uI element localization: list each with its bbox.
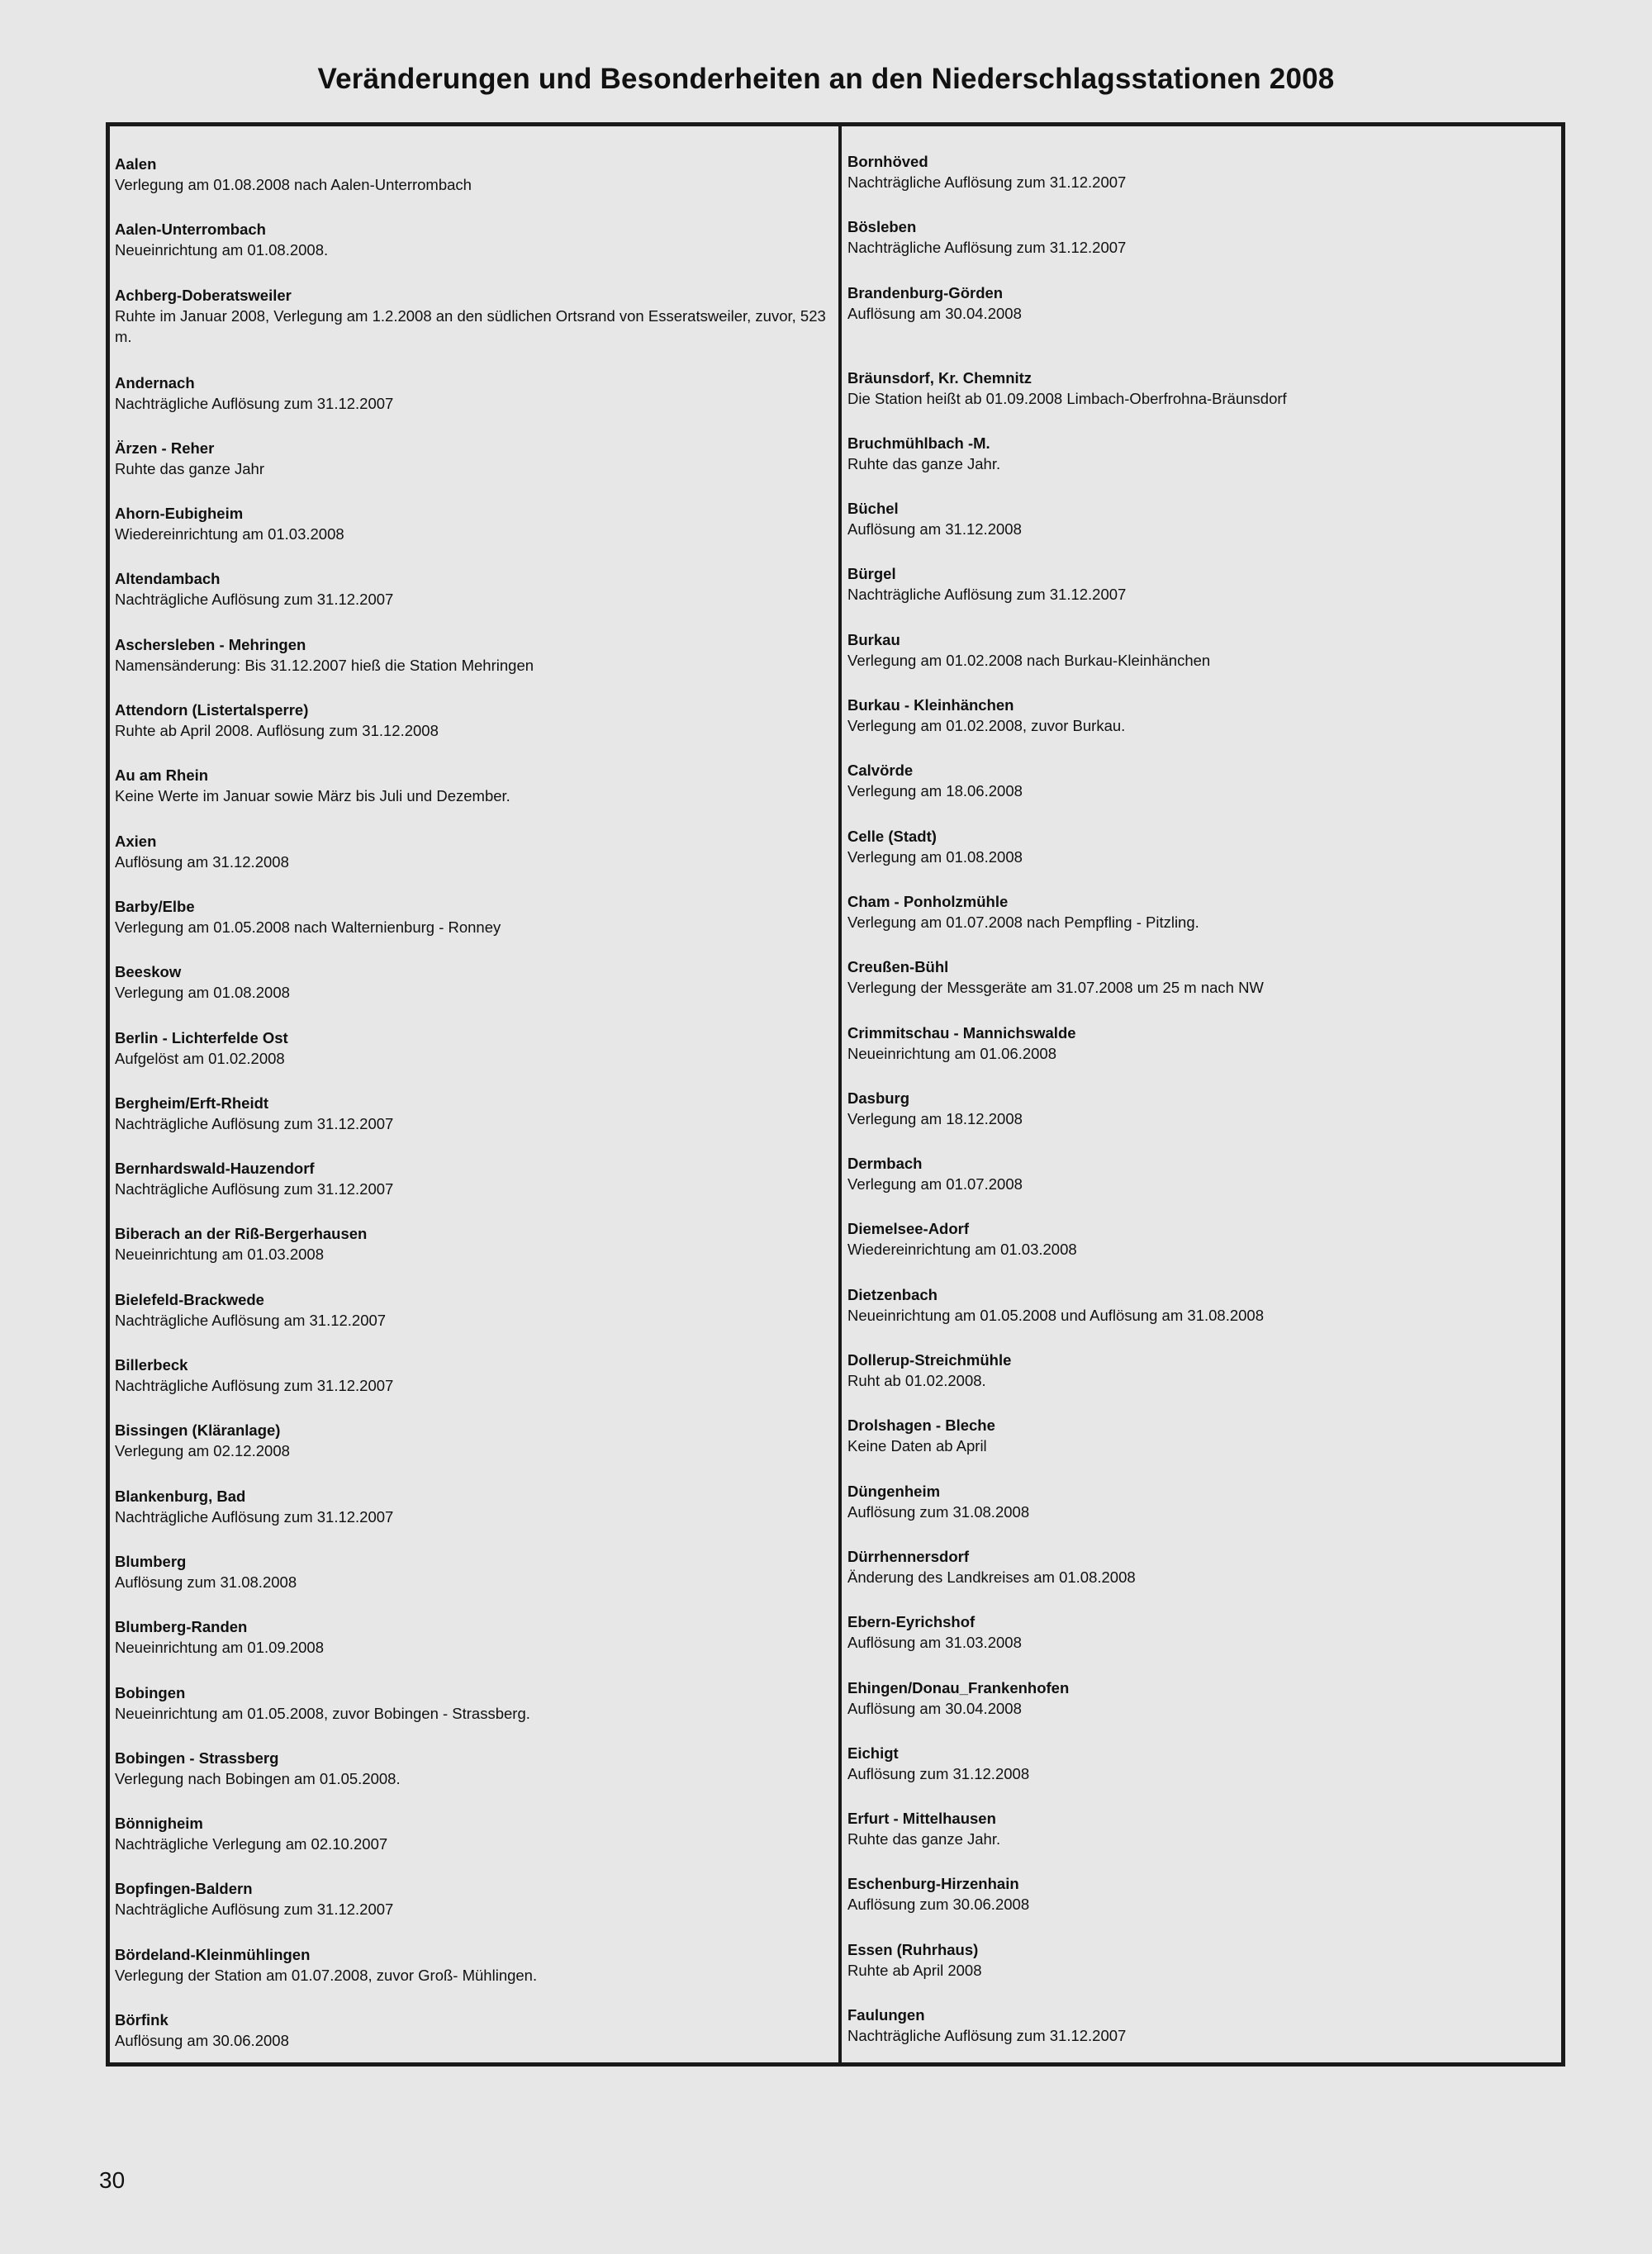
station-name: Eschenburg-Hirzenhain: [847, 1875, 1019, 1893]
station-change-note: Verlegung der Station am 01.07.2008, zuvor Groß- Mühlingen.: [115, 1966, 538, 1984]
station-change-note: Nachträgliche Auflösung zum 31.12.2007: [115, 394, 394, 412]
station-change-note: Auflösung am 31.03.2008: [847, 1634, 1022, 1652]
station-entry: [847, 1218, 1558, 1284]
station-change-note: Verlegung am 18.12.2008: [847, 1109, 1023, 1127]
station-change-note: Neueinrichtung am 01.08.2008.: [115, 241, 329, 259]
station-name: Aschersleben - Mehringen: [115, 635, 306, 653]
station-name: Attendorn (Listertalsperre): [115, 701, 309, 719]
station-name: Erfurt - Mittelhausen: [847, 1810, 996, 1828]
station-change-note: Nachträgliche Auflösung am 31.12.2007: [115, 1311, 387, 1329]
station-entry: [847, 1939, 1558, 2005]
station-change-note: Aufgelöst am 01.02.2008: [115, 1049, 285, 1067]
station-change-note: Verlegung am 01.02.2008 nach Burkau-Kleinhänchen: [847, 651, 1211, 669]
station-change-note: Neueinrichtung am 01.03.2008: [115, 1246, 325, 1264]
station-entry: [115, 634, 837, 700]
station-name: Biberach an der Riß-Bergerhausen: [115, 1225, 368, 1243]
station-change-note: Auflösung am 31.12.2008: [115, 852, 289, 871]
station-entry: [115, 568, 837, 633]
station-entry: [847, 151, 1558, 216]
station-name: Düngenheim: [847, 1482, 941, 1500]
station-entry: [847, 433, 1558, 498]
station-change-note: Verlegung am 01.02.2008, zuvor Burkau.: [847, 717, 1126, 735]
station-change-note: Namensänderung: Bis 31.12.2007 hieß die Station Mehringen: [115, 656, 534, 674]
station-name: Ärzen - Reher: [115, 439, 215, 457]
station-change-note: Nachträgliche Auflösung zum 31.12.2007: [847, 239, 1127, 257]
station-change-note: Änderung des Landkreises am 01.08.2008: [847, 1568, 1136, 1586]
station-entry: [847, 1743, 1558, 1808]
station-entry: [847, 1415, 1558, 1480]
station-change-note: Auflösung zum 31.08.2008: [847, 1502, 1030, 1521]
station-entry: [115, 219, 837, 284]
station-change-note: Nachträgliche Auflösung zum 31.12.2007: [115, 591, 394, 609]
station-change-note: Verlegung am 01.08.2008: [115, 984, 290, 1002]
right-column: [847, 126, 1558, 2087]
station-name: Faulungen: [847, 2006, 925, 2024]
station-name: Altendambach: [115, 570, 221, 588]
station-change-note: Verlegung am 01.07.2008 nach Pempfling - Pitzling.: [847, 913, 1199, 931]
station-entry: [115, 896, 837, 961]
station-entry: [847, 695, 1558, 760]
station-entry: [115, 831, 837, 896]
station-entry: [847, 1481, 1558, 1546]
station-change-note: Nachträgliche Auflösung zum 31.12.2007: [115, 1377, 394, 1395]
station-name: Ehingen/Donau_Frankenhofen: [847, 1678, 1070, 1696]
station-entry: [847, 1546, 1558, 1611]
station-name: Brandenburg-Görden: [847, 283, 1004, 301]
station-name: Celle (Stadt): [847, 827, 937, 845]
left-column: [115, 126, 837, 2090]
station-name: Büchel: [847, 500, 899, 518]
station-name: Dietzenbach: [847, 1285, 938, 1303]
station-name: Aalen-Unterrombach: [115, 221, 266, 239]
station-entry: [847, 1023, 1558, 1088]
page-number: 30: [99, 2167, 126, 2193]
station-change-note: Wiedereinrichtung am 01.03.2008: [115, 525, 344, 543]
station-entry: [115, 154, 837, 219]
station-change-note: Ruhte im Januar 2008, Verlegung am 1.2.2008 an den südlichen Ortsrand von Esseratsweiler, zuvor, 523 m.: [115, 306, 826, 345]
station-change-note: Auflösung am 30.04.2008: [847, 1699, 1022, 1717]
station-change-note: Auflösung zum 31.08.2008: [115, 1573, 297, 1591]
station-change-note: Ruhte das ganze Jahr.: [847, 454, 1001, 472]
station-name: Bönnigheim: [115, 1815, 203, 1833]
station-name: Crimmitschau - Mannichswalde: [847, 1023, 1076, 1042]
station-change-note: Ruhte das ganze Jahr.: [847, 1830, 1001, 1848]
station-entry: [115, 285, 837, 373]
station-change-note: Auflösung zum 30.06.2008: [847, 1896, 1030, 1914]
station-entry: [847, 1088, 1558, 1153]
station-entry: [847, 1350, 1558, 1415]
station-name: Achberg-Doberatsweiler: [115, 286, 292, 304]
column-divider: [838, 126, 842, 2062]
station-name: Billerbeck: [115, 1356, 188, 1374]
station-name: Calvörde: [847, 762, 914, 780]
station-entry: [847, 1611, 1558, 1677]
station-entry: [115, 700, 837, 765]
station-entry: [115, 1551, 837, 1616]
station-change-note: Verlegung am 01.05.2008 nach Walternienburg - Ronney: [115, 918, 501, 936]
station-name: Drolshagen - Bleche: [847, 1416, 995, 1435]
station-name: Blumberg-Randen: [115, 1618, 248, 1636]
station-entry: [115, 438, 837, 503]
station-name: Burkau - Kleinhänchen: [847, 696, 1014, 714]
station-name: Creußen-Bühl: [847, 958, 949, 976]
station-name: Aalen: [115, 155, 157, 173]
station-change-note: Nachträgliche Auflösung zum 31.12.2007: [115, 1114, 394, 1132]
station-entry: [115, 1813, 837, 1878]
station-entry: [115, 1223, 837, 1288]
station-entry: [847, 891, 1558, 956]
station-change-note: Neueinrichtung am 01.05.2008 und Auflösung am 31.08.2008: [847, 1306, 1264, 1324]
station-name: Börfink: [115, 2011, 169, 2029]
station-name: Ahorn-Eubigheim: [115, 505, 244, 523]
station-entry: [115, 1486, 837, 1551]
station-entry: [847, 498, 1558, 563]
station-change-note: Verlegung der Messgeräte am 31.07.2008 um 25 m nach NW: [847, 979, 1264, 997]
station-change-note: Auflösung am 30.04.2008: [847, 304, 1022, 322]
station-entry: [847, 1808, 1558, 1873]
station-change-note: Nachträgliche Auflösung zum 31.12.2007: [115, 1180, 394, 1198]
station-change-note: Nachträgliche Auflösung zum 31.12.2007: [115, 1900, 394, 1919]
station-change-note: Verlegung am 01.07.2008: [847, 1175, 1023, 1193]
station-change-note: Ruhte ab April 2008. Auflösung zum 31.12.2008: [115, 722, 439, 740]
station-entry: [115, 1093, 837, 1158]
station-entry: [115, 1355, 837, 1420]
station-change-note: Ruhte das ganze Jahr: [115, 459, 265, 477]
station-entry: [847, 826, 1558, 891]
station-name: Bernhardswald-Hauzendorf: [115, 1160, 315, 1178]
station-change-note: Nachträgliche Auflösung zum 31.12.2007: [847, 173, 1127, 191]
station-entry: [115, 1289, 837, 1355]
station-name: Dasburg: [847, 1089, 910, 1107]
station-change-note: Nachträgliche Verlegung am 02.10.2007: [115, 1835, 388, 1853]
station-change-note: Wiedereinrichtung am 01.03.2008: [847, 1241, 1077, 1259]
station-change-note: Nachträgliche Auflösung zum 31.12.2007: [115, 1507, 394, 1526]
station-change-note: Neueinrichtung am 01.05.2008, zuvor Bobingen - Strassberg.: [115, 1704, 530, 1722]
station-entry: [115, 1027, 837, 1093]
station-change-note: Auflösung am 30.06.2008: [115, 2032, 289, 2050]
station-name: Blankenburg, Bad: [115, 1487, 246, 1505]
station-name: Barby/Elbe: [115, 897, 195, 915]
station-name: Blumberg: [115, 1552, 187, 1570]
station-change-note: Verlegung am 01.08.2008 nach Aalen-Unterrombach: [115, 176, 472, 193]
station-change-note: Neueinrichtung am 01.09.2008: [115, 1639, 325, 1657]
station-entry: [115, 961, 837, 1027]
station-change-note: Ruhte ab April 2008: [847, 1961, 982, 1979]
station-change-note: Ruht ab 01.02.2008.: [847, 1372, 986, 1390]
station-entry: [115, 503, 837, 568]
station-name: Burkau: [847, 630, 900, 648]
station-entry: [847, 760, 1558, 825]
station-entry: [847, 1284, 1558, 1350]
station-name: Eichigt: [847, 1744, 899, 1762]
station-change-note: Keine Werte im Januar sowie März bis Juli und Dezember.: [115, 787, 510, 805]
station-entry: [115, 2010, 837, 2075]
station-entry: [847, 2005, 1558, 2070]
station-entry: [115, 1944, 837, 2010]
station-entry: [115, 765, 837, 830]
station-entry: [847, 563, 1558, 629]
station-entry: [847, 216, 1558, 282]
station-entry: [847, 629, 1558, 695]
station-name: Bördeland-Kleinmühlingen: [115, 1945, 311, 1963]
station-change-note: Verlegung am 18.06.2008: [847, 782, 1023, 800]
station-change-note: Verlegung nach Bobingen am 01.05.2008.: [115, 1769, 401, 1787]
station-name: Au am Rhein: [115, 766, 209, 785]
station-name: Axien: [115, 832, 157, 850]
station-change-note: Die Station heißt ab 01.09.2008 Limbach-Oberfrohna-Bräunsdorf: [847, 389, 1287, 407]
page-title: Veränderungen und Besonderheiten an den Niederschlagsstationen 2008: [317, 63, 1335, 95]
station-change-note: Auflösung am 31.12.2008: [847, 520, 1022, 539]
station-entry: [115, 1158, 837, 1223]
station-entry: [847, 282, 1558, 368]
station-name: Bissingen (Kläranlage): [115, 1421, 281, 1440]
station-change-note: Neueinrichtung am 01.06.2008: [847, 1044, 1057, 1062]
station-entry: [115, 1616, 837, 1682]
station-entry: [115, 1420, 837, 1485]
station-name: Andernach: [115, 373, 195, 391]
station-entry: [847, 1677, 1558, 1743]
station-name: Bopfingen-Baldern: [115, 1880, 253, 1898]
station-name: Bürgel: [847, 565, 896, 583]
station-entry: [115, 1878, 837, 1943]
station-name: Ebern-Eyrichshof: [847, 1613, 976, 1631]
station-name: Beeskow: [115, 963, 182, 981]
station-name: Bielefeld-Brackwede: [115, 1290, 264, 1308]
station-entry: [115, 1748, 837, 1813]
station-name: Bobingen - Strassberg: [115, 1749, 279, 1767]
station-name: Diemelsee-Adorf: [847, 1220, 970, 1238]
station-name: Berlin - Lichterfelde Ost: [115, 1028, 288, 1046]
station-change-note: Auflösung zum 31.12.2008: [847, 1764, 1030, 1782]
station-name: Bräunsdorf, Kr. Chemnitz: [847, 368, 1032, 387]
station-table: [106, 122, 1565, 2067]
station-name: Dermbach: [847, 1155, 923, 1173]
station-entry: [847, 1153, 1558, 1218]
station-name: Bruchmühlbach -M.: [847, 434, 990, 452]
station-entry: [847, 368, 1558, 433]
station-name: Bornhöved: [847, 153, 928, 170]
station-change-note: Verlegung am 01.08.2008: [847, 847, 1023, 866]
station-change-note: Verlegung am 02.12.2008: [115, 1442, 290, 1460]
station-change-note: Keine Daten ab April: [847, 1437, 987, 1455]
station-name: Bösleben: [847, 218, 917, 236]
station-name: Bobingen: [115, 1683, 186, 1701]
station-name: Dürrhennersdorf: [847, 1547, 969, 1565]
station-entry: [847, 956, 1558, 1022]
station-change-note: Nachträgliche Auflösung zum 31.12.2007: [847, 2027, 1127, 2045]
station-entry: [115, 373, 837, 438]
station-entry: [115, 1682, 837, 1748]
station-name: Essen (Ruhrhaus): [847, 1940, 979, 1958]
station-entry: [847, 1873, 1558, 1938]
station-name: Cham - Ponholzmühle: [847, 892, 1009, 910]
station-name: Bergheim/Erft-Rheidt: [115, 1094, 269, 1112]
station-name: Dollerup-Streichmühle: [847, 1351, 1012, 1369]
station-change-note: Nachträgliche Auflösung zum 31.12.2007: [847, 586, 1127, 604]
